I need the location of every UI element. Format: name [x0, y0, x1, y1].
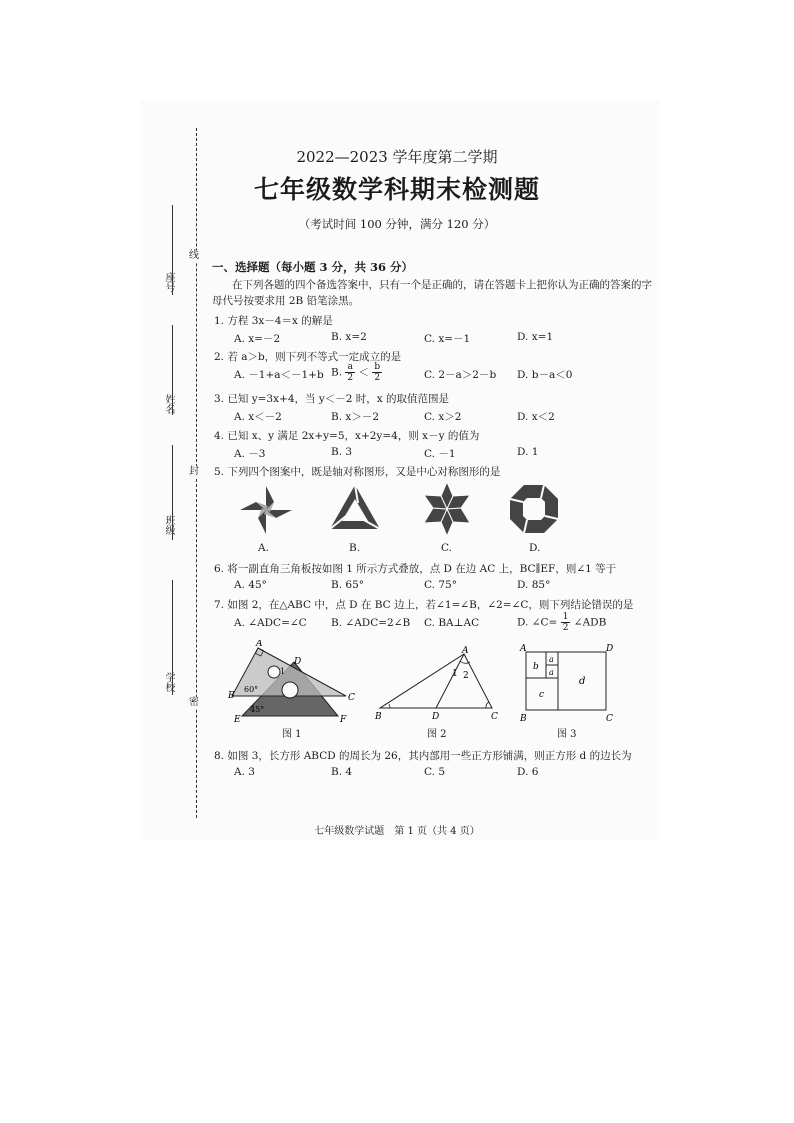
seal-char-line: 线	[189, 250, 199, 261]
fig2-label-a: A	[462, 646, 469, 656]
q8-option-b[interactable]: B. 4	[331, 766, 353, 778]
q7-option-d-tail: ∠ADB	[573, 616, 607, 629]
fig2-label-b: B	[375, 712, 382, 722]
seal-char-seal: 封	[189, 466, 199, 477]
fig1-label-c: C	[348, 693, 355, 703]
question-1-stem: 1. 方程 3x－4＝x 的解是	[214, 315, 333, 327]
q6-option-d[interactable]: D. 85°	[517, 579, 551, 591]
q5-option-b[interactable]: B.	[349, 542, 361, 554]
fig1-label-45deg: 45°	[250, 705, 265, 714]
q2-option-d[interactable]: D. b－a＜0	[517, 369, 573, 381]
q7-option-a[interactable]: A. ∠ADC=∠C	[234, 617, 307, 629]
q8-option-c[interactable]: C. 5	[424, 766, 446, 778]
q1-option-c[interactable]: C. x=－1	[424, 333, 471, 345]
fig1-label-b: B	[228, 691, 235, 701]
fig3-label-c: c	[539, 690, 545, 700]
seal-char-secret: 密	[189, 697, 199, 708]
fig2-label-d: D	[432, 712, 440, 722]
fig1-label-f: F	[340, 715, 347, 724]
q2-option-c[interactable]: C. 2－a＞2－b	[424, 369, 497, 381]
figure-3-caption: 图 3	[557, 729, 577, 740]
figure-2-caption: 图 2	[427, 729, 447, 740]
pattern-b-triangle-ring-icon[interactable]	[328, 483, 382, 533]
question-3-stem: 3. 已知 y=3x+4，当 y＜－2 时，x 的取值范围是	[214, 393, 450, 405]
field-name-line[interactable]	[172, 325, 173, 415]
instruction-line-2: 母代号按要求用 2B 铅笔涂黑。	[212, 295, 360, 307]
fig3-label-a-corner: A	[520, 644, 527, 654]
figure-1-triangles	[228, 640, 368, 724]
pattern-a-pinwheel-icon[interactable]	[236, 482, 296, 538]
pattern-c-star-icon[interactable]	[420, 480, 474, 538]
q2-option-b-left-fraction: $\frac{a}{2}$	[347, 362, 354, 383]
exam-year-line: 2022—2023 学年度第二学期	[296, 148, 498, 166]
fig1-label-angle1: 1	[280, 667, 286, 676]
field-class-label: 班级	[163, 515, 174, 535]
fig1-label-60deg: 60°	[244, 685, 259, 694]
fig1-label-e: E	[234, 715, 241, 724]
fig3-label-a2: a	[549, 668, 554, 677]
instruction-line-1: 在下列各题的四个备选答案中，只有一个是正确的，请在答题卡上把你认为正确的答案的字	[232, 279, 652, 291]
figure-3-rectangle-squares	[514, 642, 620, 724]
q5-option-c[interactable]: C.	[441, 542, 452, 554]
q5-option-d[interactable]: D.	[529, 542, 541, 554]
fig3-label-b: b	[533, 662, 539, 672]
q2-option-b-right-fraction: $\frac{b}{2}$	[374, 362, 381, 383]
q4-option-b[interactable]: B. 3	[331, 446, 353, 458]
q8-option-d[interactable]: D. 6	[517, 766, 539, 778]
pattern-d-octagon-ring-icon[interactable]	[508, 483, 560, 535]
question-7-stem: 7. 如图 2，在△ABC 中，点 D 在 BC 边上，若∠1=∠B，∠2=∠C，则下列结论错误的是	[214, 599, 634, 611]
section-heading: 一、选择题（每小题 3 分，共 36 分）	[212, 260, 414, 274]
fig2-label-angle2: 2	[463, 671, 469, 681]
question-6-stem: 6. 将一副直角三角板按如图 1 所示方式叠放，点 D 在边 AC 上，BC∥EF，则∠1 等于	[214, 563, 617, 575]
q7-option-d-prefix: D. ∠C=	[517, 616, 558, 629]
fig3-label-d: d	[579, 676, 586, 687]
field-name-label: 姓名	[163, 394, 174, 414]
q7-option-c[interactable]: C. BA⊥AC	[424, 617, 480, 629]
question-2-stem: 2. 若 a＞b，则下列不等式一定成立的是	[214, 351, 402, 363]
question-4-stem: 4. 已知 x、y 满足 2x+y=5，x+2y=4，则 x－y 的值为	[214, 430, 480, 442]
fig2-label-angle1: 1	[452, 669, 458, 679]
q1-option-a[interactable]: A. x=－2	[234, 333, 281, 345]
figure-2-triangle	[372, 646, 504, 722]
q3-option-c[interactable]: C. x＞2	[424, 411, 462, 423]
fig2-label-c: C	[491, 712, 498, 722]
q3-option-d[interactable]: D. x＜2	[517, 411, 555, 423]
figure-1-caption: 图 1	[282, 729, 302, 740]
q2-option-b[interactable]	[331, 362, 382, 383]
q7-option-d[interactable]	[517, 612, 606, 633]
field-school-line[interactable]	[172, 580, 173, 695]
question-8-stem: 8. 如图 3，长方形 ABCD 的周长为 26，其内部用一些正方形铺满，则正方形 d 的边长为	[214, 750, 632, 762]
q1-option-b[interactable]: B. x=2	[331, 331, 367, 343]
q3-option-a[interactable]: A. x＜－2	[234, 411, 282, 423]
field-seat-number-label: 座号	[163, 272, 174, 292]
fig3-label-c-corner: C	[606, 714, 613, 724]
fig3-label-a1: a	[549, 655, 554, 664]
q3-option-b[interactable]: B. x＞－2	[331, 411, 379, 423]
fig1-label-a: A	[256, 640, 263, 649]
fig3-label-d-corner: D	[606, 644, 614, 654]
fig3-label-b-corner: B	[520, 714, 527, 724]
exam-title: 七年级数学科期末检测题	[253, 175, 540, 204]
q7-option-b[interactable]: B. ∠ADC=2∠B	[331, 617, 411, 629]
q5-option-a[interactable]: A.	[258, 542, 269, 554]
q6-option-a[interactable]: A. 45°	[234, 579, 267, 591]
fig1-label-d: D	[294, 657, 302, 667]
q8-option-a[interactable]: A. 3	[234, 766, 255, 778]
q4-option-d[interactable]: D. 1	[517, 446, 539, 458]
q2-option-b-letter: B.	[331, 366, 343, 379]
q2-option-a[interactable]: A. －1+a＜－1+b	[234, 369, 324, 381]
question-5-stem: 5. 下列四个图案中，既是轴对称图形，又是中心对称图形的是	[214, 466, 501, 478]
q4-option-c[interactable]: C. －1	[424, 448, 456, 460]
q7-option-d-fraction: $\frac{1}{2}$	[562, 612, 569, 633]
q1-option-d[interactable]: D. x=1	[517, 331, 554, 343]
exam-note: （考试时间 100 分钟，满分 120 分）	[298, 217, 496, 231]
q6-option-c[interactable]: C. 75°	[424, 579, 457, 591]
q6-option-b[interactable]: B. 65°	[331, 579, 365, 591]
field-class-line[interactable]	[172, 445, 173, 540]
q4-option-a[interactable]: A. －3	[234, 448, 266, 460]
q2-option-b-relation: ＜	[358, 366, 369, 379]
field-school-label: 学校	[163, 672, 174, 692]
page-footer: 七年级数学试题 第 1 页（共 4 页）	[314, 826, 480, 837]
